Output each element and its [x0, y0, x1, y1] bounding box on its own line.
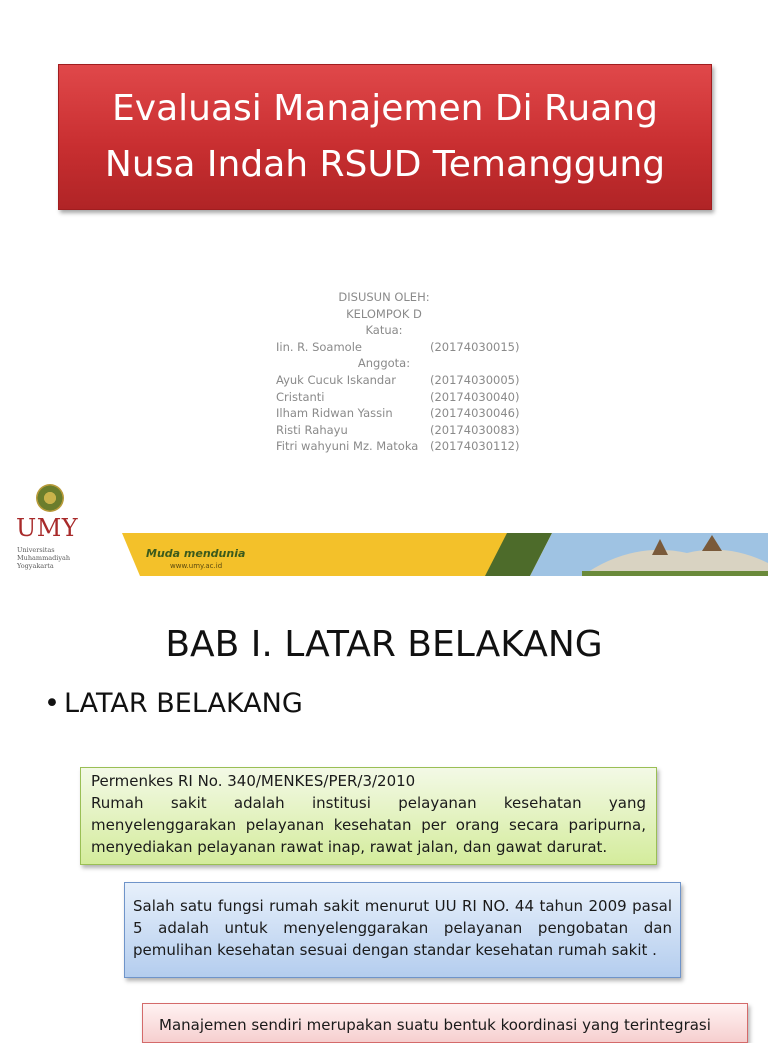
anggota-row — [276, 389, 536, 406]
umy-sub-line: Muhammadiyah — [17, 554, 71, 562]
credits-anggota-label: Anggota: — [357, 356, 411, 371]
bullet-text: LATAR BELAKANG — [64, 688, 303, 719]
banner-tagline: Muda mendunia — [146, 547, 246, 560]
slide-title — [58, 64, 712, 210]
slide-title-line-2: Nusa Indah RSUD Temanggung — [104, 144, 666, 185]
credits-ketua-label: Katua: — [365, 323, 403, 338]
credits-kelompok: KELOMPOK D — [346, 306, 422, 321]
member-id: (20174030005) — [430, 372, 520, 387]
anggota-row — [276, 422, 536, 439]
member-id: (20174030112) — [430, 439, 520, 454]
content-slide — [0, 592, 768, 1034]
bullet-item — [44, 688, 303, 719]
banner-url: www.umy.ac.id — [170, 562, 223, 570]
manajemen-box — [142, 1003, 748, 1043]
anggota-row — [276, 372, 536, 389]
member-name: Iin. R. Soamole — [276, 339, 362, 354]
member-name: Risti Rahayu — [276, 422, 348, 437]
permenkes-body: Rumah sakit adalah institusi pelayanan kesehatan yang menyelenggarakan pelayanan kesehatan per orang secara paripurna, menyediakan pelayanan rawat inap, rawat jalan, dan gawat darurat. — [91, 794, 646, 856]
footer-banner — [112, 533, 768, 576]
umy-logo-text: UMY — [16, 514, 79, 542]
member-name: Cristanti — [276, 389, 325, 404]
member-id: (20174030083) — [430, 422, 520, 437]
member-name: Ayuk Cucuk Iskandar — [276, 372, 396, 387]
umy-sub-line: Universitas — [17, 546, 55, 554]
uu-box — [124, 882, 681, 978]
slide2-title: BAB I. LATAR BELAKANG — [165, 624, 603, 665]
bullet-dot-icon: • — [44, 688, 60, 719]
member-id: (20174030040) — [430, 389, 520, 404]
ketua-row — [276, 339, 536, 356]
member-name: Ilham Ridwan Yassin — [276, 406, 393, 421]
permenkes-box — [80, 767, 657, 865]
umy-seal-icon — [36, 484, 64, 512]
anggota-row — [276, 438, 536, 455]
permenkes-heading: Permenkes RI No. 340/MENKES/PER/3/2010 — [91, 772, 416, 790]
credits-block — [276, 289, 536, 455]
umy-logo-subtitle — [17, 546, 70, 570]
umy-sub-line: Yogyakarta — [17, 562, 54, 570]
banner-ground — [582, 571, 768, 576]
slide-title-line-1: Evaluasi Manajemen Di Ruang — [112, 88, 658, 129]
member-name: Fitri wahyuni Mz. Matoka — [276, 439, 419, 454]
member-id: (20174030046) — [430, 406, 520, 421]
uu-body: Salah satu fungsi rumah sakit menurut UU RI NO. 44 tahun 2009 pasal 5 adalah untuk menyelenggarakan pelayanan pengobatan dan pemulihan kesehatan sesuai dengan standar kesehatan rumah sakit . — [133, 897, 672, 959]
banner-left-cut — [112, 533, 140, 576]
credits-disusun: DISUSUN OLEH: — [338, 290, 430, 304]
member-id: (20174030015) — [430, 339, 520, 354]
manajemen-body: Manajemen sendiri merupakan suatu bentuk koordinasi yang terintegrasi — [159, 1016, 711, 1034]
umy-logo — [14, 484, 84, 579]
anggota-row — [276, 405, 536, 422]
